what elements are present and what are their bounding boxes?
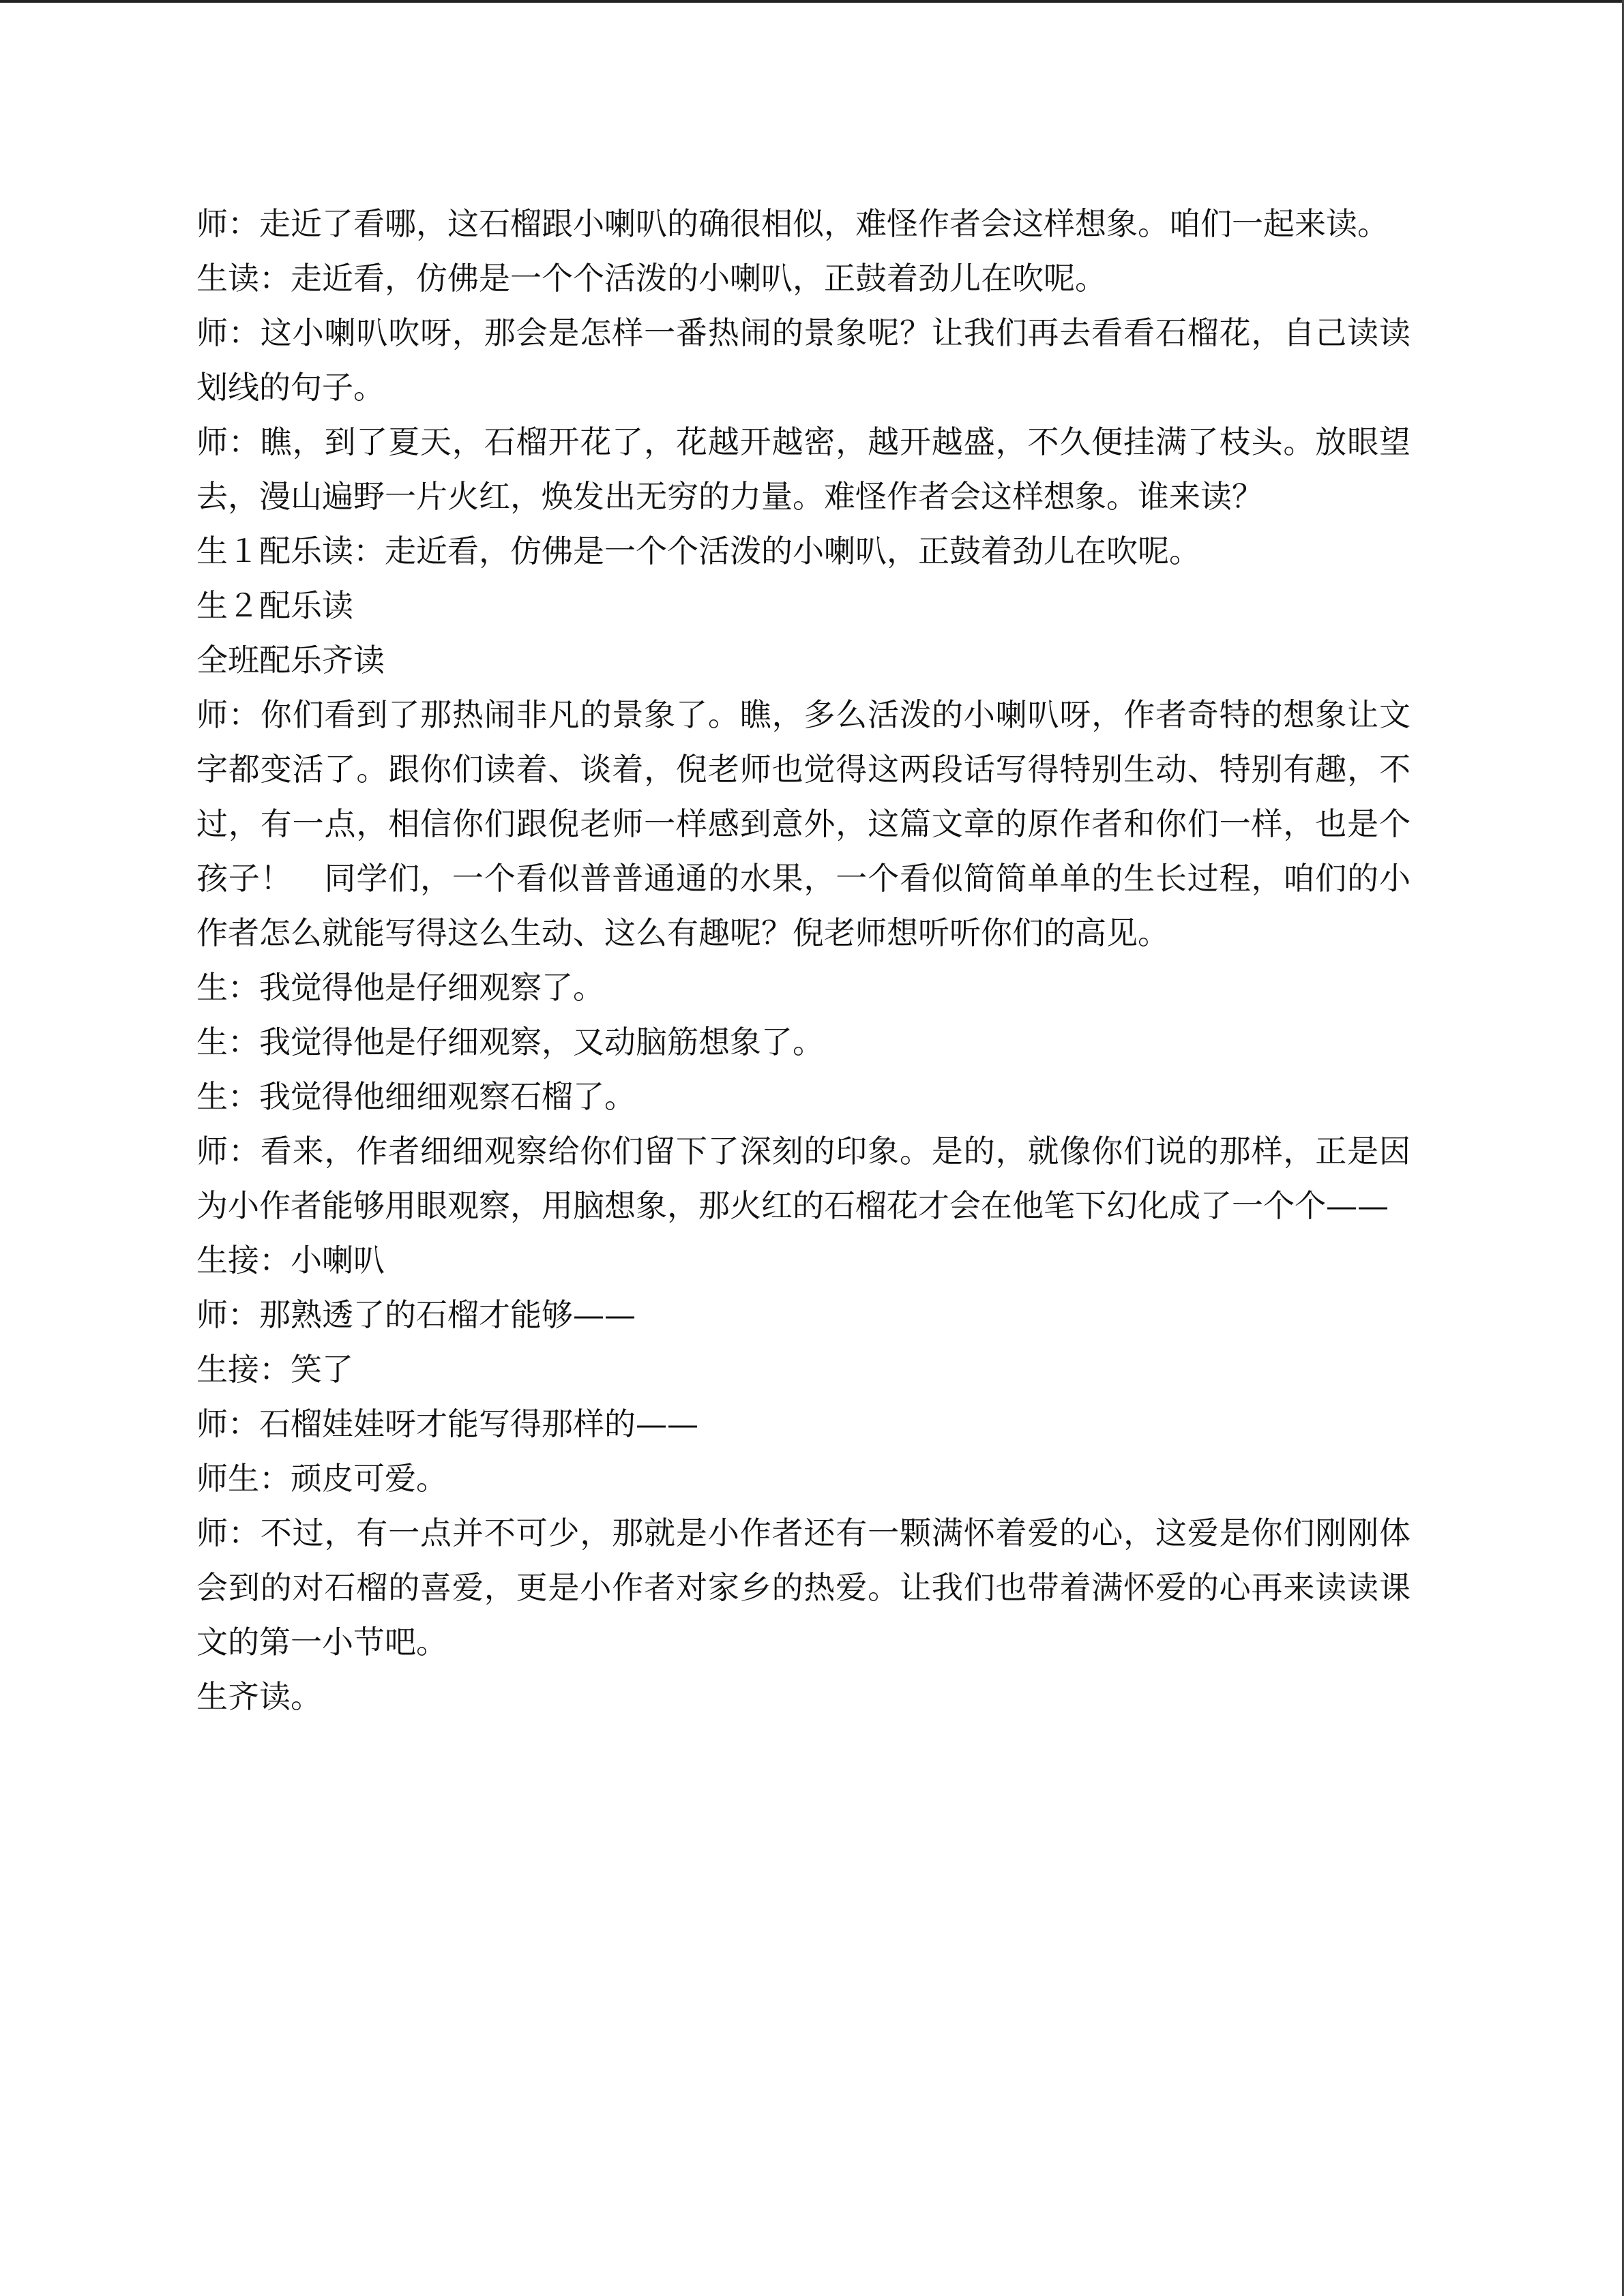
paragraph: 师：石榴娃娃呀才能写得那样的—— [196,1405,698,1442]
paragraph: 师：你们看到了那热闹非凡的景象了。瞧，多么活泼的小喇叭呀，作者奇特的想象让文字都变活了。跟你们读着、谈着，倪老师也觉得这两段话写得特别生动、特别有趣，不过，有一点，相信你们跟倪老师一样感到意外，这篇文章的原作者和你们一样，也是个孩子！ 同学们，一个看似普普通通的水果，一个看似简简单单的生长过程，咱们的小作者怎么就能写得这么生动、这么有趣呢？倪老师想听听你们的高见。 [196,696,1411,951]
paragraph: 生接：笑了 [196,1351,353,1388]
paragraph: 师：这小喇叭吹呀，那会是怎样一番热闹的景象呢？让我们再去看看石榴花，自己读读划线的句子。 [196,314,1411,406]
paragraph: 师：看来，作者细细观察给你们留下了深刻的印象。是的，就像你们说的那样，正是因为小作者能够用眼观察，用脑想象，那火红的石榴花才会在他笔下幻化成了一个个—— [196,1133,1411,1224]
paragraph: 生１配乐读：走近看，仿佛是一个个活泼的小喇叭，正鼓着劲儿在吹呢。 [196,533,1200,569]
paragraph: 生读：走近看，仿佛是一个个活泼的小喇叭，正鼓着劲儿在吹呢。 [196,260,1106,297]
paragraph: 生接：小喇叭 [196,1242,385,1279]
paragraph: 师：那熟透了的石榴才能够—— [196,1296,636,1333]
paragraph: 全班配乐齐读 [196,642,385,679]
paragraph: 师：瞧，到了夏天，石榴开花了，花越开越密，越开越盛，不久便挂满了枝头。放眼望去，漫山遍野一片火红，焕发出无穷的力量。难怪作者会这样想象。谁来读？ [196,423,1411,515]
paragraph: 师生：顽皮可爱。 [196,1460,447,1497]
paragraph: 师：走近了看哪，这石榴跟小喇叭的确很相似，难怪作者会这样想象。咱们一起来读。 [196,205,1389,242]
paragraph: 生齐读。 [196,1678,322,1715]
paragraph: 生：我觉得他细细观察石榴了。 [196,1078,636,1115]
paragraph: 师：不过，有一点并不可少，那就是小作者还有一颗满怀着爱的心，这爱是你们刚刚体会到的对石榴的喜爱，更是小作者对家乡的热爱。让我们也带着满怀爱的心再来读读课文的第一小节吧。 [196,1515,1411,1660]
page-top-border [0,0,1624,3]
paragraph: 生２配乐读 [196,587,353,624]
document-body [196,196,1411,1724]
paragraph: 生：我觉得他是仔细观察了。 [196,969,604,1006]
paragraph: 生：我觉得他是仔细观察，又动脑筋想象了。 [196,1024,824,1060]
